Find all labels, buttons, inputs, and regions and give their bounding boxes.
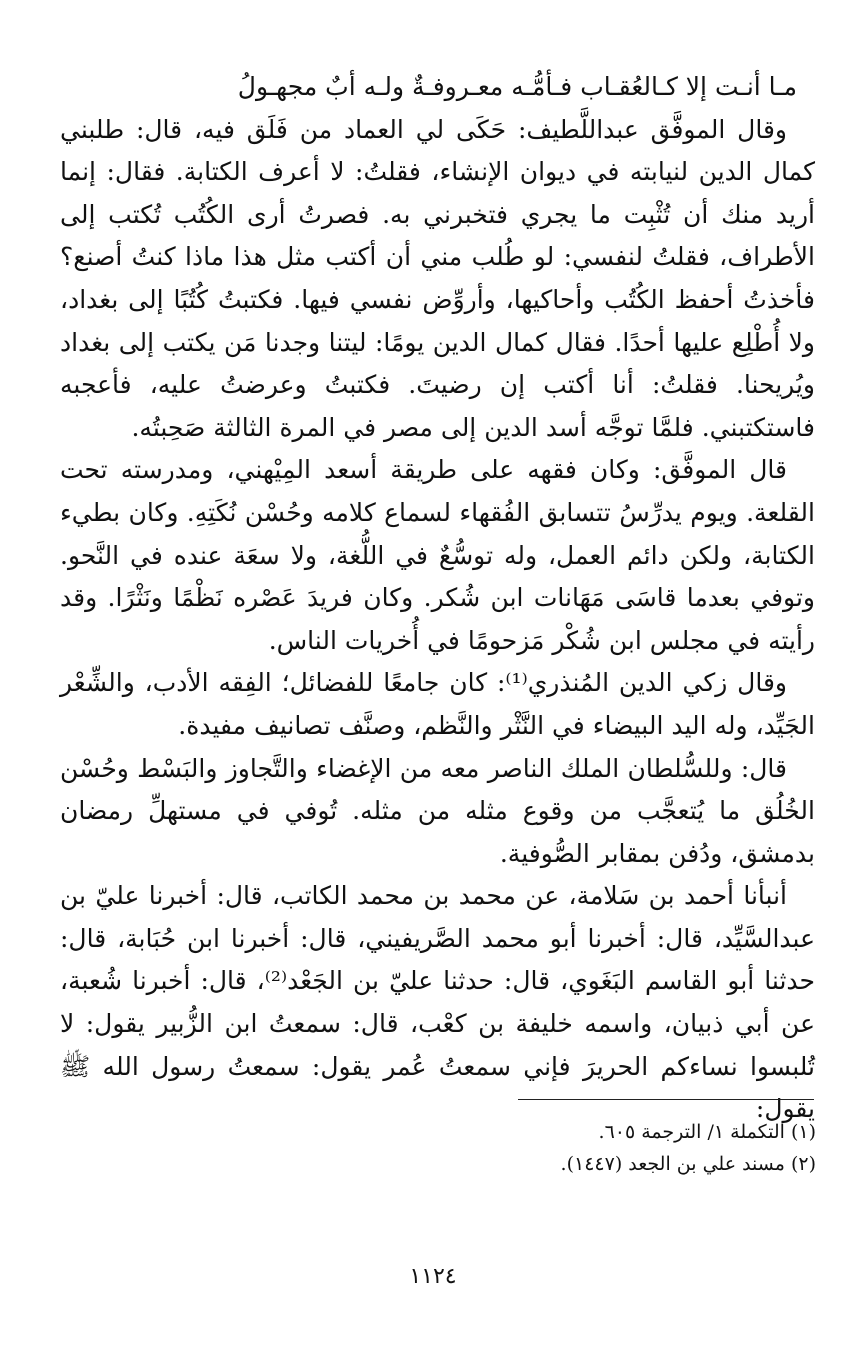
footnote: (٢) مسند علي بن الجعد (١٤٤٧). bbox=[560, 1153, 816, 1175]
paragraph: وقال الموفَّق عبداللَّطيف: حَكَى لي العماد من فَلَق فيه، قال: طلبني كمال الدين لنيابته في ديوان الإنشاء، فقلتُ: لا أعرف الكتابة. فقال: إنما أريد منك أن تُثْبِت ما يجري فتخبرني به. فصرتُ أرى الكُتُب تُكتب إلى الأطراف، فقلتُ لنفسي: لو طُلب مني أن أكتب مثل هذا ماذا كنتُ أصنع؟ فأخذتُ أحفظ الكُتُب وأحاكيها، وأروِّض نفسي فيها. فكتبتُ كُتُبًا إلى بغداد، ولا أُطْلِع عليها أحدًا. فقال كمال الدين يومًا: ليتنا وجدنا مَن يكتب إلى بغداد ويُريحنا. فقلتُ: أنا أكتب إن رضيتَ. فكتبتُ وعرضتُ عليه، فأعجبه فاستكتبني. فلمَّا توجَّه أسد الدين إلى مصر في المرة الثالثة صَحِبتُه. bbox=[60, 114, 815, 442]
footnotes bbox=[300, 1116, 816, 1180]
paragraph: قال: وللسُّلطان الملك الناصر معه من الإغضاء والتَّجاوز والبَسْط وحُسْن الخُلُق ما يُتعجَّب من وقوع مثله من مثله. تُوفي في مستهلِّ رمضان بدمشق، ودُفن بمقابر الصُّوفية. bbox=[60, 753, 815, 868]
paragraph: وقال زكي الدين المُنذري⁽¹⁾: كان جامعًا للفضائل؛ الفِقه الأدب، والشِّعْر الجَيِّد، وله اليد البيضاء في النَّثْر والنَّظم، وصنَّف تصانيف مفيدة. bbox=[60, 668, 815, 740]
footnote: (١) التكملة ١/ الترجمة ٦٠٥. bbox=[598, 1121, 816, 1143]
page-number: ١١٢٤ bbox=[409, 1264, 457, 1289]
footnote-divider bbox=[518, 1099, 814, 1100]
paragraph: قال الموفَّق: وكان فقهه على طريقة أسعد المِيْهني، ومدرسته تحت القلعة. ويوم يدرِّسُ تتسابق الفُقهاء لسماع كلامه وحُسْن نُكَتِهِ. وكان بطيء الكتابة، ولكن دائم العمل، وله توسُّعٌ في اللُّغة، ولا سعَة عنده في النَّحو. وتوفي بعدما قاسَى مَهَانات ابن شُكر. وكان فريدَ عَصْره نَظْمًا ونَثْرًا. وقد رأيته في مجلس ابن شُكْر مَزحومًا في أُخريات الناس. bbox=[60, 455, 815, 655]
main-text bbox=[60, 66, 815, 1131]
verse-line: مـا أنـت إلا كـالعُقـاب فـأمُّـه معـروفـةٌ ولـه أبٌ مجهـولُ bbox=[237, 72, 797, 101]
paragraph: أنبأنا أحمد بن سَلامة، عن محمد بن محمد الكاتب، قال: أخبرنا عليّ بن عبدالسَّيِّد، قال: أخبرنا أبو محمد الصَّريفيني، قال: أخبرنا ابن حُبَابة، قال: حدثنا أبو القاسم البَغَوي، قال: حدثنا عليّ بن الجَعْد⁽²⁾، قال: أخبرنا شُعبة، عن أبي ذبيان، واسمه خليفة بن كعْب، قال: سمعتُ ابن الزُّبير يقول: لا تُلبسوا نساءكم الحريرَ فإني سمعتُ عُمر يقول: سمعتُ رسول الله ﷺ يقول: bbox=[60, 881, 815, 1124]
